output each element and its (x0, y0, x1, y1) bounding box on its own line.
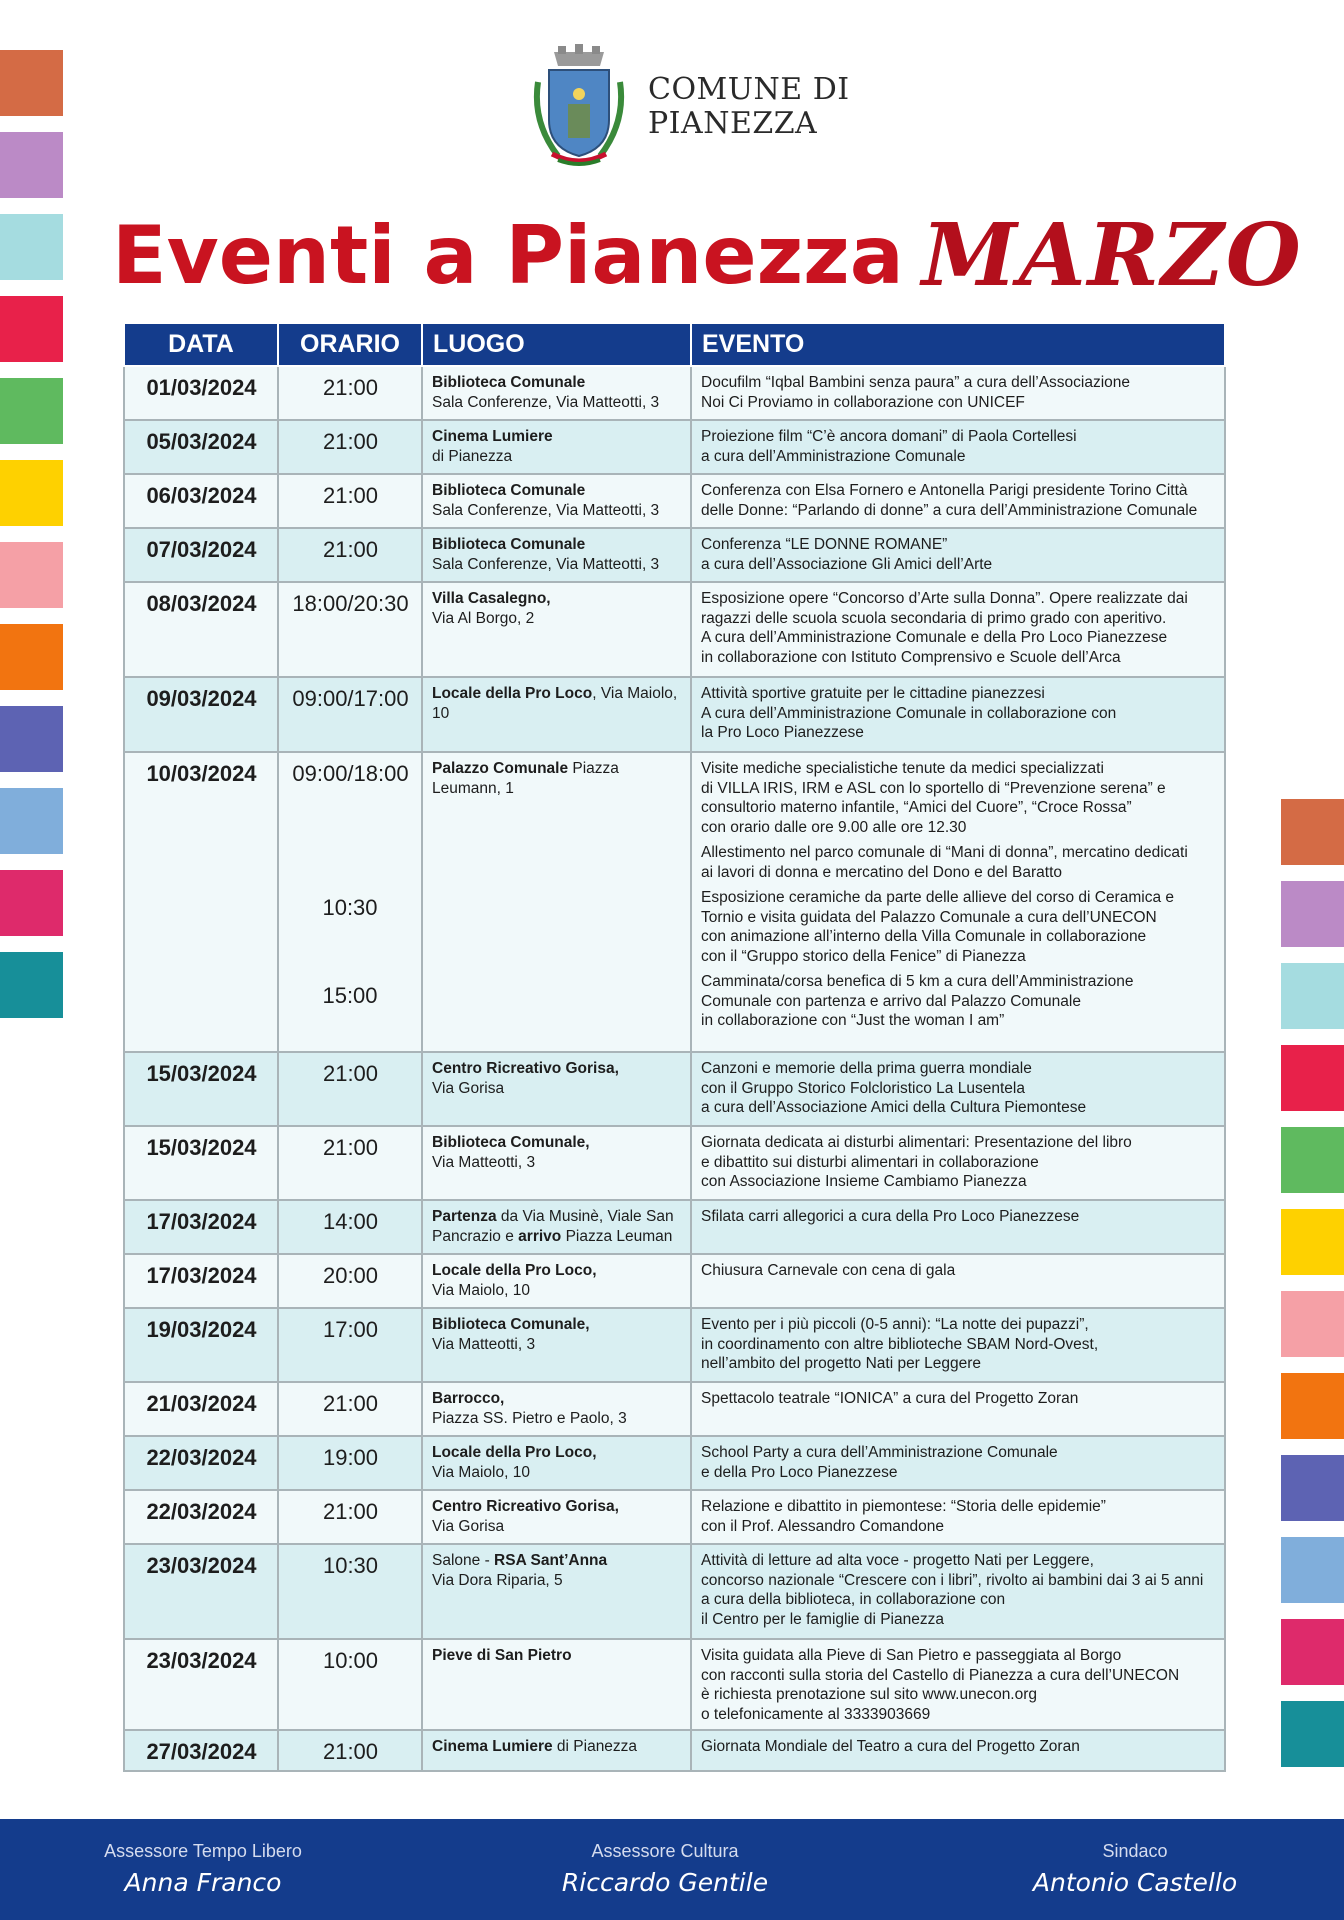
event-time: 21:00 (278, 1730, 422, 1771)
place-address: Sala Conferenze, Via Matteotti, 3 (432, 501, 660, 519)
table-row (124, 582, 1225, 677)
event-description: Canzoni e memorie della prima guerra mondiale con il Gruppo Storico Folcloristico La Lusentela a cura dell’Associazione Amici della Cultura Piemontese (691, 1052, 1225, 1126)
signature-role: Assessore Tempo Libero (104, 1841, 302, 1861)
color-swatch (1281, 963, 1344, 1029)
title-month: MARZO (921, 204, 1303, 306)
event-time: 21:00 (278, 420, 422, 474)
header-orario: ORARIO (278, 323, 422, 366)
color-swatch (1281, 1619, 1344, 1685)
event-time (278, 752, 422, 1052)
table-row (124, 366, 1225, 420)
event-place (422, 677, 691, 752)
event-time: 21:00 (278, 1382, 422, 1436)
event-description: Giornata dedicata ai disturbi alimentari: Presentazione del libro e dibattito sui disturbi alimentari in collaborazione con Associazione Insieme Cambiamo Pianezza (691, 1126, 1225, 1200)
event-time-2: 10:30 (322, 895, 378, 920)
event-place (422, 1382, 691, 1436)
event-time: 21:00 (278, 528, 422, 582)
event-date: 01/03/2024 (124, 366, 278, 420)
event-date: 07/03/2024 (124, 528, 278, 582)
color-swatch (0, 378, 63, 444)
color-swatch (0, 624, 63, 690)
events-table (123, 322, 1226, 1772)
event-place (422, 420, 691, 474)
event-description (691, 752, 1225, 1052)
place-name: Barrocco, (432, 1390, 505, 1407)
event-description: Spettacolo teatrale “IONICA” a cura del Progetto Zoran (691, 1382, 1225, 1436)
event-place (422, 1052, 691, 1126)
place-address: Via Maiolo, 10 (432, 1281, 530, 1299)
place-part: Salone - (432, 1552, 495, 1569)
logo-line-1: COMUNE DI (648, 72, 850, 107)
event-date: 23/03/2024 (124, 1544, 278, 1639)
table-row (124, 752, 1225, 1052)
event-date: 22/03/2024 (124, 1490, 278, 1544)
place-name: Biblioteca Comunale (432, 536, 586, 553)
color-swatch (0, 952, 63, 1018)
place-address: Piazza SS. Pietro e Paolo, 3 (432, 1409, 627, 1427)
place-name: Palazzo Comunale (432, 760, 569, 777)
event-description: Relazione e dibattito in piemontese: “Storia delle epidemie” con il Prof. Alessandro Comandone (691, 1490, 1225, 1544)
place-part: da Via Musinè, Viale San Pancrazio e (432, 1208, 674, 1245)
place-part: Piazza Leuman (561, 1227, 673, 1245)
table-row (124, 420, 1225, 474)
event-date: 17/03/2024 (124, 1254, 278, 1308)
event-description: School Party a cura dell’Amministrazione Comunale e della Pro Loco Pianezzese (691, 1436, 1225, 1490)
signature-name: Anna Franco (124, 1868, 282, 1897)
event-place (422, 366, 691, 420)
place-address: di Pianezza (432, 447, 513, 465)
logo-text (648, 73, 850, 141)
event-place (422, 1490, 691, 1544)
color-swatch (0, 132, 63, 198)
event-time: 21:00 (278, 1052, 422, 1126)
place-address: Piazza Leumann, 1 (432, 760, 619, 797)
place-address: Via Maiolo, 10 (432, 1463, 530, 1481)
color-swatch (0, 50, 63, 116)
event-description: Evento per i più piccoli (0-5 anni): “La notte dei pupazzi”, in coordinamento con altre biblioteche SBAM Nord-Ovest, nell’ambito del progetto Nati per Leggere (691, 1308, 1225, 1382)
table-row (124, 474, 1225, 528)
event-date: 22/03/2024 (124, 1436, 278, 1490)
table-row (124, 1490, 1225, 1544)
color-swatch (1281, 1537, 1344, 1603)
place-address: Via Matteotti, 3 (432, 1153, 536, 1171)
color-swatch (1281, 1455, 1344, 1521)
event-time: 20:00 (278, 1254, 422, 1308)
place-address: Via Gorisa (432, 1517, 505, 1535)
title-text: Eventi a Pianezza (112, 208, 904, 302)
event-place (422, 1308, 691, 1382)
table-row (124, 677, 1225, 752)
place-address: Sala Conferenze, Via Matteotti, 3 (432, 555, 660, 573)
event-paragraph: Allestimento nel parco comunale di “Mani di donna”, mercatino dedicati ai lavori di donna e mercatino del Dono e del Baratto (701, 844, 1188, 881)
event-description: Conferenza con Elsa Fornero e Antonella Parigi presidente Torino Città delle Donne: “Parlando di donne” a cura dell’Amministrazione Comunale (691, 474, 1225, 528)
event-place (422, 1436, 691, 1490)
event-paragraph: Esposizione ceramiche da parte delle allieve del corso di Ceramica e Tornio e visita guidata del Palazzo Comunale a cura dell’UNECON con animazione all’interno della Villa Comunale in collaborazione con il “Gruppo storico della Fenice” di Pianezza (701, 889, 1174, 965)
table-row (124, 1639, 1225, 1730)
page-title (112, 200, 1303, 310)
color-swatch (1281, 1373, 1344, 1439)
event-place (422, 1126, 691, 1200)
color-swatch (1281, 1291, 1344, 1357)
event-description: Docufilm “Iqbal Bambini senza paura” a cura dell’Associazione Noi Ci Proviamo in collaborazione con UNICEF (691, 366, 1225, 420)
event-time: 21:00 (278, 474, 422, 528)
event-time: 09:00/17:00 (278, 677, 422, 752)
header-evento: EVENTO (691, 323, 1225, 366)
event-date: 21/03/2024 (124, 1382, 278, 1436)
event-description: Conferenza “LE DONNE ROMANE” a cura dell’Associazione Gli Amici dell’Arte (691, 528, 1225, 582)
color-swatch (0, 296, 63, 362)
event-date: 08/03/2024 (124, 582, 278, 677)
color-swatch (0, 460, 63, 526)
event-paragraph: Camminata/corsa benefica di 5 km a cura dell’Amministrazione Comunale con partenza e arrivo dal Palazzo Comunale in collaborazione con “Just the woman I am” (701, 973, 1134, 1029)
place-part: RSA Sant’Anna (494, 1552, 608, 1569)
place-address: Via Al Borgo, 2 (432, 609, 535, 627)
table-row (124, 1382, 1225, 1436)
place-address: di Pianezza (552, 1738, 638, 1755)
color-swatch (0, 788, 63, 854)
place-name: Pieve di San Pietro (432, 1647, 572, 1664)
event-place (422, 582, 691, 677)
event-place (422, 1730, 691, 1771)
event-date: 19/03/2024 (124, 1308, 278, 1382)
table-row (124, 528, 1225, 582)
table-row (124, 1052, 1225, 1126)
event-description: Chiusura Carnevale con cena di gala (691, 1254, 1225, 1308)
event-time: 14:00 (278, 1200, 422, 1254)
event-time: 21:00 (278, 1126, 422, 1200)
signature-1 (43, 1841, 363, 1897)
table-row (124, 1730, 1225, 1771)
event-description: Attività sportive gratuite per le cittadine pianezzesi A cura dell’Amministrazione Comunale in collaborazione con la Pro Loco Pianezzese (691, 677, 1225, 752)
event-time: 10:30 (278, 1544, 422, 1639)
signature-3 (975, 1841, 1295, 1897)
place-address: , Via Maiolo, 10 (432, 685, 678, 722)
place-name: Biblioteca Comunale (432, 374, 586, 391)
event-place (422, 474, 691, 528)
table-row (124, 1200, 1225, 1254)
municipality-logo (524, 42, 850, 172)
event-date: 05/03/2024 (124, 420, 278, 474)
color-swatch (0, 706, 63, 772)
event-place (422, 752, 691, 1052)
place-name: Biblioteca Comunale (432, 482, 586, 499)
color-swatch (1281, 1127, 1344, 1193)
place-name: Centro Ricreativo Gorisa, (432, 1498, 619, 1515)
event-date: 17/03/2024 (124, 1200, 278, 1254)
coat-of-arms-icon (524, 42, 634, 172)
color-swatch (0, 214, 63, 280)
event-date: 09/03/2024 (124, 677, 278, 752)
event-place (422, 528, 691, 582)
place-name: Locale della Pro Loco, (432, 1444, 597, 1461)
color-swatch (1281, 1045, 1344, 1111)
place-name: Biblioteca Comunale, (432, 1134, 590, 1151)
event-place (422, 1254, 691, 1308)
event-description: Esposizione opere “Concorso d’Arte sulla Donna”. Opere realizzate dai ragazzi delle scuola scuola secondaria di primo grado con aperitivo. A cura dell’Amministrazione Comunale e della Pro Loco Pianezzese in collaborazione con Istituto Comprensivo e Scuole dell’Arca (691, 582, 1225, 677)
place-address: Via Matteotti, 3 (432, 1335, 536, 1353)
event-description: Giornata Mondiale del Teatro a cura del Progetto Zoran (691, 1730, 1225, 1771)
event-place (422, 1639, 691, 1730)
left-color-swatches (0, 50, 63, 1018)
signature-name: Riccardo Gentile (561, 1868, 769, 1897)
color-swatch (1281, 1209, 1344, 1275)
event-description: Sfilata carri allegorici a cura della Pro Loco Pianezzese (691, 1200, 1225, 1254)
event-date: 27/03/2024 (124, 1730, 278, 1771)
color-swatch (1281, 799, 1344, 865)
signature-role: Sindaco (1102, 1841, 1168, 1861)
event-place (422, 1200, 691, 1254)
color-swatch (0, 870, 63, 936)
place-name: Cinema Lumiere (432, 428, 553, 445)
table-row (124, 1254, 1225, 1308)
color-swatch (0, 542, 63, 608)
event-time: 18:00/20:30 (278, 582, 422, 677)
event-time: 19:00 (278, 1436, 422, 1490)
event-place (422, 1544, 691, 1639)
signature-2 (505, 1841, 825, 1897)
color-swatch (1281, 881, 1344, 947)
event-time: 17:00 (278, 1308, 422, 1382)
place-part: Partenza (432, 1208, 497, 1225)
place-part: arrivo (518, 1227, 562, 1245)
logo-line-2: PIANEZZA (648, 106, 818, 141)
event-description: Proiezione film “C’è ancora domani” di Paola Cortellesi a cura dell’Amministrazione Comunale (691, 420, 1225, 474)
event-time-main: 09:00/18:00 (292, 761, 409, 786)
place-name: Cinema Lumiere (432, 1738, 553, 1755)
place-name: Biblioteca Comunale, (432, 1316, 590, 1333)
event-date: 23/03/2024 (124, 1639, 278, 1730)
color-swatch (1281, 1701, 1344, 1767)
event-paragraph: Visite mediche specialistiche tenute da medici specializzati di VILLA IRIS, IRM e ASL con lo sportello di “Prevenzione serena” e consultorio materno infantile, “Amici del Cuore”, “Croce Rossa” con orario dalle ore 9.00 alle ore 12.30 (701, 760, 1166, 836)
table-row (124, 1436, 1225, 1490)
signature-role: Assessore Cultura (591, 1841, 739, 1861)
place-part: Via Dora Riparia, 5 (432, 1571, 563, 1589)
event-time: 21:00 (278, 366, 422, 420)
event-date: 15/03/2024 (124, 1052, 278, 1126)
table-row (124, 1308, 1225, 1382)
event-description: Attività di letture ad alta voce - progetto Nati per Leggere, concorso nazionale “Crescere con i libri”, rivolto ai bambini dai 3 ai 5 anni a cura della biblioteca, in collaborazione con il Centro per le famiglie di Pianezza (691, 1544, 1225, 1639)
place-name: Locale della Pro Loco (432, 685, 593, 702)
place-name: Villa Casalegno, (432, 590, 551, 607)
event-time: 21:00 (278, 1490, 422, 1544)
event-date: 06/03/2024 (124, 474, 278, 528)
place-name: Centro Ricreativo Gorisa, (432, 1060, 619, 1077)
place-address: Via Gorisa (432, 1079, 505, 1097)
footer-signatures (0, 1819, 1344, 1920)
right-color-swatches (1281, 799, 1344, 1767)
event-date: 10/03/2024 (124, 752, 278, 1052)
table-row (124, 1126, 1225, 1200)
event-date: 15/03/2024 (124, 1126, 278, 1200)
signature-name: Antonio Castello (1032, 1868, 1238, 1897)
place-name: Locale della Pro Loco, (432, 1262, 597, 1279)
header-luogo: LUOGO (422, 323, 691, 366)
header-data: DATA (124, 323, 278, 366)
table-row (124, 1544, 1225, 1639)
place-address: Sala Conferenze, Via Matteotti, 3 (432, 393, 660, 411)
table-header-row (124, 323, 1225, 366)
event-description: Visita guidata alla Pieve di San Pietro e passeggiata al Borgo con racconti sulla storia del Castello di Pianezza a cura dell’UNECON è richiesta prenotazione sul sito www.unecon.org o telefonicamente al 3333903669 (691, 1639, 1225, 1730)
event-time-3: 15:00 (322, 983, 378, 1008)
event-time: 10:00 (278, 1639, 422, 1730)
